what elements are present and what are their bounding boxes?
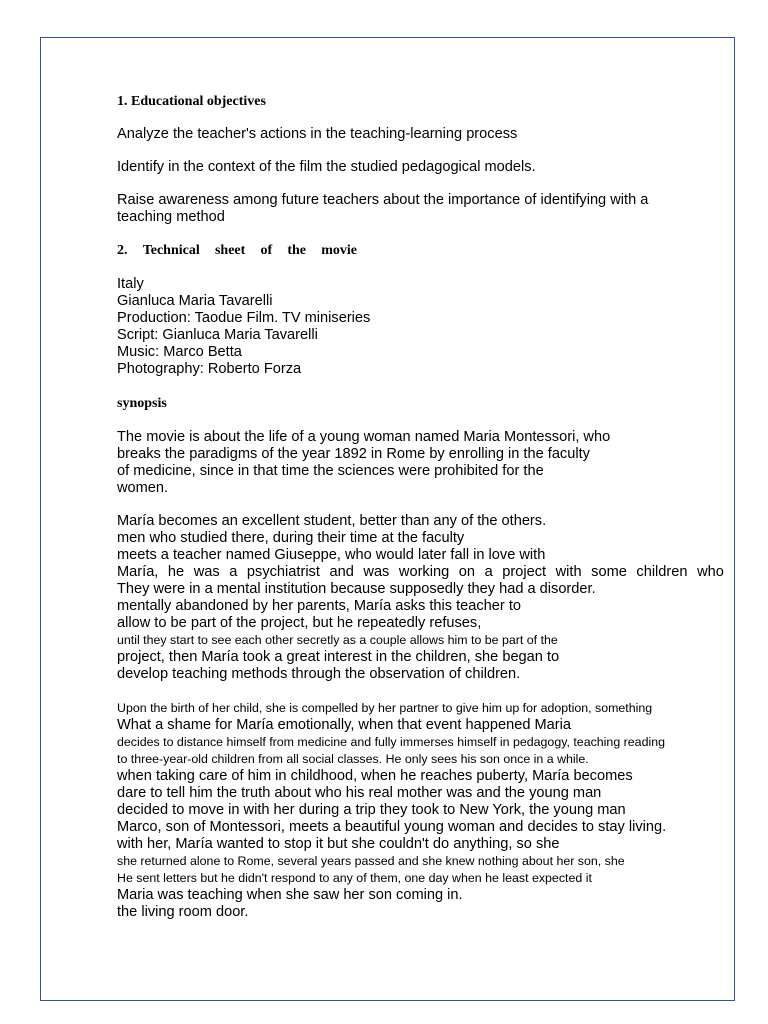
synopsis-paragraph-3: Upon the birth of her child, she is compelled by her partner to give him up for adoption, something What a shame for María emotionally, when that event happened Maria decides to distance himself from medicine and fully immerses himself in pedagogy, teaching reading to three-year-old children from all social classes. He only sees his son once in a while. when taking care of him in childhood, when he reaches puberty, María becomes dare to tell him the truth about who his real mother was and the young man decided to move in with her during a trip they took to New York, the young man Marco, son of Montessori, meets a beautiful young woman and decides to stay living. with her, María wanted to stop it but she couldn't do anything, so she she returned alone to Rome, several years passed and she knew nothing about her son, she He sent letters but he didn't respond to any of them, one day when he least expected it Maria was teaching when she saw her son coming in. the living room door. [117, 701, 667, 920]
objective-1: Analyze the teacher's actions in the teaching-learning process [117, 126, 518, 142]
synopsis-paragraph-1: The movie is about the life of a young woman named Maria Montessori, who breaks the paradigms of the year 1892 in Rome by enrolling in the faculty of medicine, since in that time the sciences were prohibited for the women. [117, 429, 611, 496]
objective-2: Identify in the context of the film the studied pedagogical models. [117, 159, 536, 175]
objective-3: Raise awareness among future teachers about the importance of identifying with a teaching method [117, 192, 649, 225]
synopsis-heading: synopsis [117, 396, 167, 411]
objectives-heading: 1. Educational objectives [117, 94, 266, 109]
document-body [117, 93, 727, 921]
justified-line: María, he was a psychiatrist and was working on a project with some children who [117, 564, 724, 580]
technical-sheet-heading: 2. Technical sheet of the movie [117, 243, 357, 258]
synopsis-paragraph-2: María becomes an excellent student, better than any of the others. men who studied there, during their time at the faculty meets a teacher named Giuseppe, who would later fall in love with María, he was a psychiatrist and was working on a project with some children who They were in a mental institution because supposedly they had a disorder. mentally abandoned by her parents, María asks this teacher to allow to be part of the project, but he repeatedly refuses, until they start to see each other secretly as a couple allows him to be part of the project, then María took a great interest in the children, she began to develop teaching methods through the observation of children. [117, 513, 724, 682]
technical-sheet-details: Italy Gianluca Maria Tavarelli Production: Taodue Film. TV miniseries Script: Gianluca Maria Tavarelli Music: Marco Betta Photography: Roberto Forza [117, 276, 371, 377]
